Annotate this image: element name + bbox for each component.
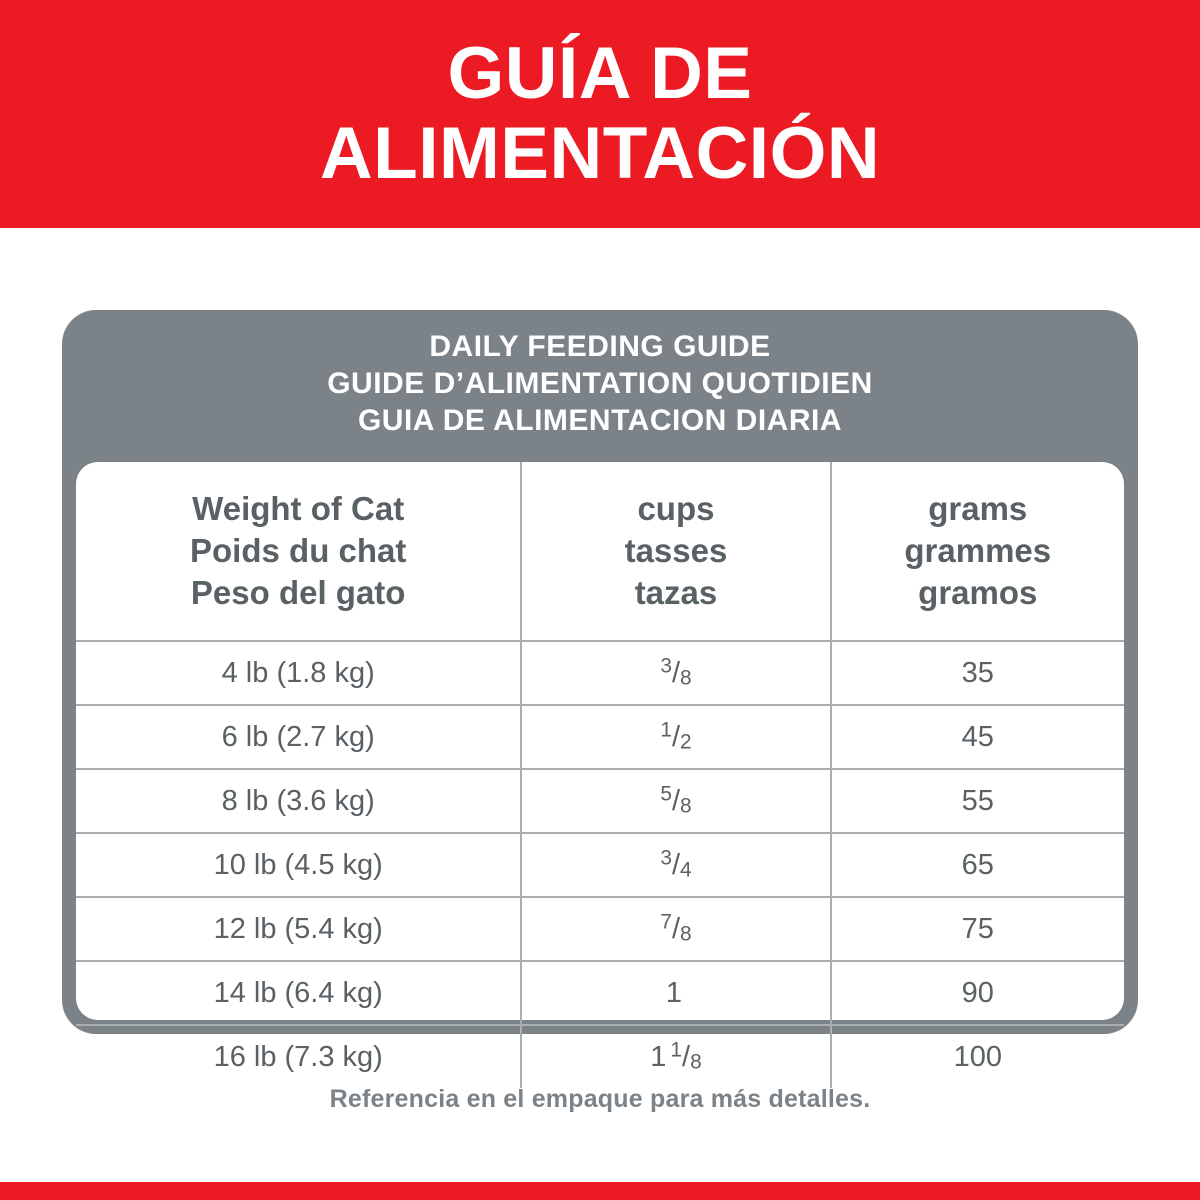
- fraction: $^1/_2$: [660, 718, 692, 754]
- cell-cups: [521, 769, 830, 833]
- column-header-grams-en: grams: [928, 490, 1028, 527]
- card-header-fr: GUIDE D’ALIMENTATION QUOTIDIEN: [327, 367, 873, 400]
- cell-grams: 65: [831, 833, 1124, 897]
- column-header-grams-fr: grammes: [904, 532, 1052, 569]
- cell-grams: 90: [831, 961, 1124, 1025]
- card-header: [62, 310, 1138, 455]
- column-header-cups-es: tazas: [634, 574, 718, 611]
- cell-grams: 55: [831, 769, 1124, 833]
- table-header-row: [76, 462, 1124, 641]
- column-header-grams-es: gramos: [918, 574, 1038, 611]
- cell-weight: 16 lb (7.3 kg): [76, 1025, 521, 1088]
- table-row: [76, 769, 1124, 833]
- table-row: [76, 705, 1124, 769]
- fraction: $^5/_8$: [660, 782, 692, 818]
- banner-title-line-2: ALIMENTACIÓN: [319, 113, 881, 194]
- cell-weight: 8 lb (3.6 kg): [76, 769, 521, 833]
- column-header-weight-en: Weight of Cat: [192, 490, 405, 527]
- fraction: 1 $^1/_8$: [650, 1038, 702, 1074]
- cell-weight: 10 lb (4.5 kg): [76, 833, 521, 897]
- cell-cups: [521, 961, 830, 1025]
- column-header-cups-en: cups: [637, 490, 715, 527]
- fraction: $^3/_8$: [660, 654, 692, 690]
- column-header-cups-fr: tasses: [624, 532, 728, 569]
- cell-weight: 12 lb (5.4 kg): [76, 897, 521, 961]
- footnote-text: Referencia en el empaque para más detalles.: [329, 1085, 871, 1113]
- feeding-table-wrapper: [76, 462, 1124, 1074]
- cell-weight: 4 lb (1.8 kg): [76, 641, 521, 705]
- cell-cups: [521, 1025, 830, 1088]
- cell-cups: [521, 641, 830, 705]
- feeding-table: [76, 462, 1124, 1088]
- column-header-cups: [521, 462, 830, 641]
- fraction: $^3/_4$: [660, 846, 692, 882]
- table-row: [76, 897, 1124, 961]
- table-row: [76, 1025, 1124, 1088]
- column-header-weight: [76, 462, 521, 641]
- cell-grams: 35: [831, 641, 1124, 705]
- column-header-weight-es: Peso del gato: [190, 574, 406, 611]
- table-row: [76, 833, 1124, 897]
- cell-cups: [521, 705, 830, 769]
- cell-grams: 75: [831, 897, 1124, 961]
- cell-weight: 6 lb (2.7 kg): [76, 705, 521, 769]
- table-row: [76, 961, 1124, 1025]
- page-banner: [0, 0, 1200, 228]
- card-header-en: DAILY FEEDING GUIDE: [429, 330, 771, 363]
- cell-weight: 14 lb (6.4 kg): [76, 961, 521, 1025]
- card-header-es: GUIA DE ALIMENTACION DIARIA: [357, 404, 843, 437]
- feeding-guide-card: [62, 310, 1138, 1074]
- cell-grams: 100: [953, 1041, 1002, 1073]
- cell-cups: [521, 897, 830, 961]
- bottom-red-strip: [0, 1182, 1200, 1200]
- cell-grams: 45: [831, 705, 1124, 769]
- column-header-grams: [831, 462, 1124, 641]
- cell-cups: [521, 833, 830, 897]
- fraction: $^7/_8$: [660, 910, 692, 946]
- banner-title-line-1: GUÍA DE: [447, 33, 753, 114]
- column-header-weight-fr: Poids du chat: [190, 532, 407, 569]
- table-row: [76, 641, 1124, 705]
- fraction: 1: [665, 977, 683, 1009]
